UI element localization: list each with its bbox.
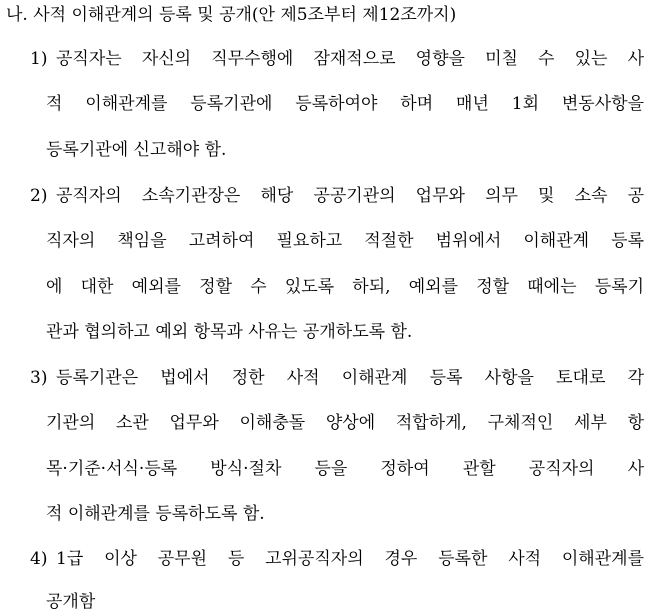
- item-1-line-1: 공직자는 자신의 직무수행에 잠재적으로 영향을 미칠 수 있는 사: [56, 49, 644, 69]
- item-2-line-4: 관과 협의하고 예외 항목과 사유는 공개하도록 함.: [46, 322, 413, 342]
- item-3-line-1: 등록기관은 법에서 정한 사적 이해관계 등록 사항을 토대로 각: [56, 368, 644, 388]
- item-2-line-3: 에 대한 예외를 정할 수 있도록 하되, 예외를 정할 때에는 등록기: [46, 277, 644, 297]
- item-4-line-2: 공개함: [46, 592, 96, 612]
- item-number: 3): [30, 368, 48, 388]
- item-2-line-1: 공직자의 소속기관장은 해당 공공기관의 업무와 의무 및 소속 공: [56, 186, 644, 206]
- item-2-line-2: 직자의 책임을 고려하여 필요하고 적절한 범위에서 이해관계 등록: [46, 231, 644, 251]
- item-number: 2): [30, 186, 48, 206]
- item-number: 1): [30, 49, 48, 69]
- item-1-line-3: 등록기관에 신고해야 함.: [46, 140, 227, 160]
- item-3-line-2: 기관의 소관 업무와 이해충돌 양상에 적합하게, 구체적인 세부 항: [46, 413, 644, 433]
- item-1-line-2: 적 이해관계를 등록기관에 등록하여야 하며 매년 1회 변동사항을: [46, 94, 644, 114]
- section-heading: 나. 사적 이해관계의 등록 및 공개(안 제5조부터 제12조까지): [6, 5, 457, 25]
- item-3-line-4: 적 이해관계를 등록하도록 함.: [46, 504, 265, 524]
- item-4-line-1: 1급 이상 공무원 등 고위공직자의 경우 등록한 사적 이해관계를: [56, 549, 644, 569]
- item-number: 4): [30, 549, 48, 569]
- item-3-line-3: 목·기준·서식·등록 방식·절차 등을 정하여 관할 공직자의 사: [46, 459, 644, 479]
